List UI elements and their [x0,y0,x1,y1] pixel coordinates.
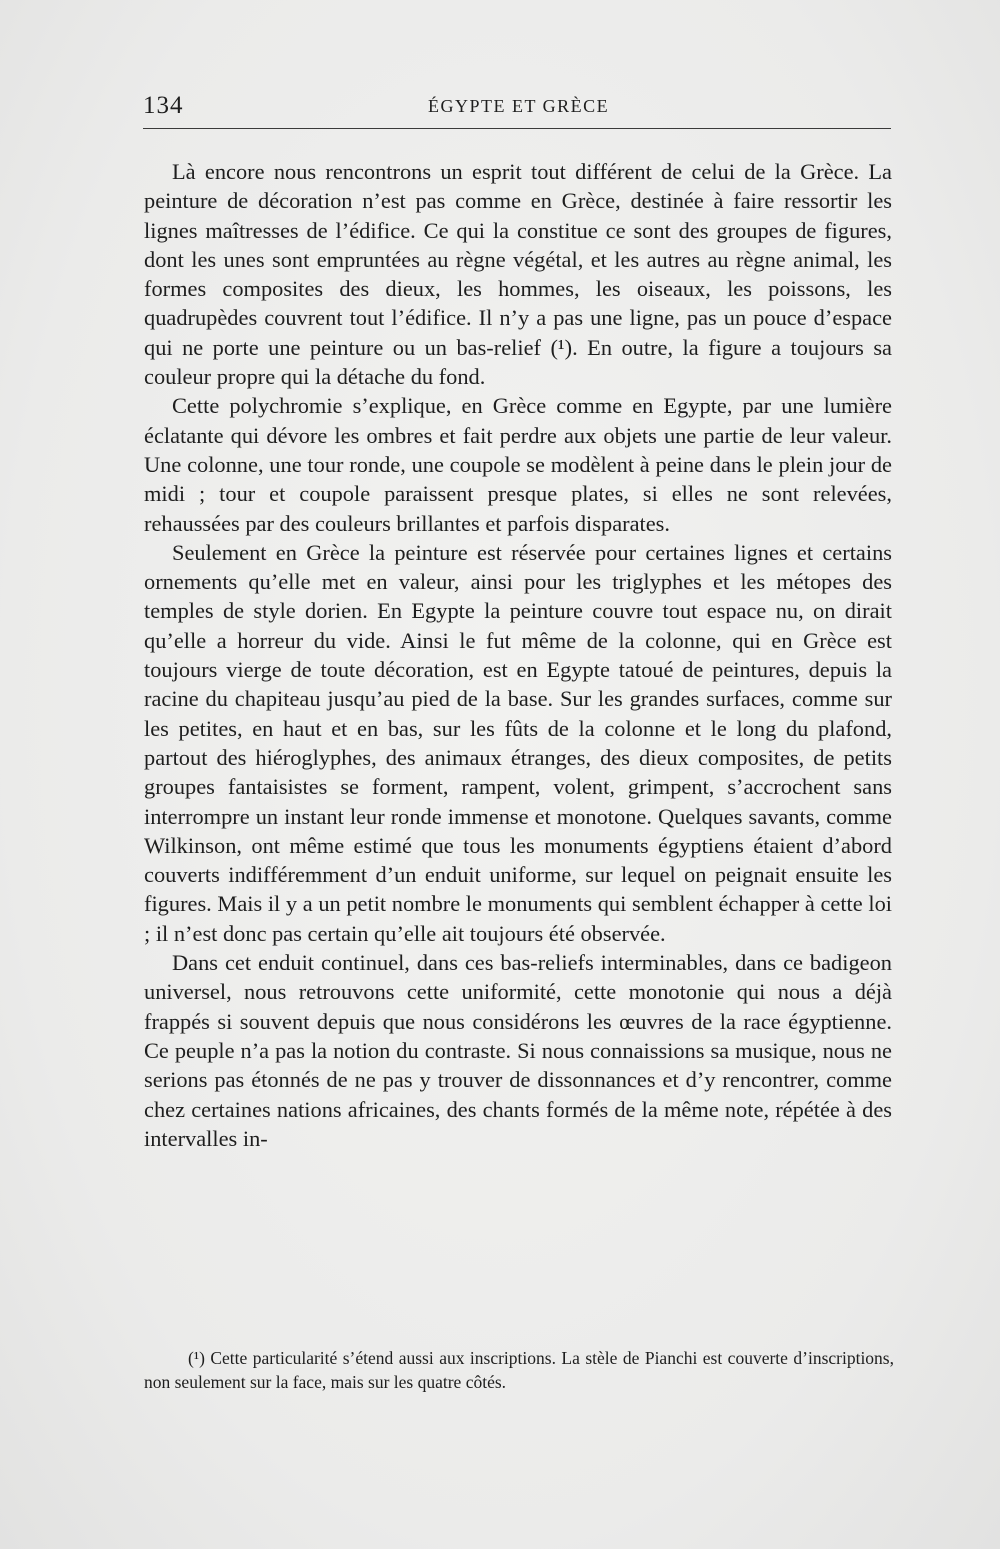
body-text [144,157,892,1153]
header-rule [143,128,891,129]
paragraph-3: Seulement en Grèce la peinture est réservée pour certaines lignes et certains ornements qu’elle met en valeur, ainsi pour les triglyphes et les métopes des temples de style dorien. En Egypte la peinture couvre tout espace nu, on dirait qu’elle a horreur du vide. Ainsi le fut même de la colonne, qui en Grèce est toujours vierge de toute décoration, est en Egypte tatoué de peintures, depuis la racine du chapiteau jusqu’au pied de la base. Sur les grandes surfaces, comme sur les petites, en haut et en bas, sur les fûts de la colonne et le long du plafond, partout des hiéroglyphes, des animaux étranges, des dieux composites, de petits groupes fantaisistes se forment, rampent, volent, grimpent, s’accrochent sans interrompre un instant leur ronde immense et monotone. Quelques savants, comme Wilkinson, ont même estimé que tous les monuments égyptiens étaient d’abord couverts indifféremment d’un enduit uniforme, sur lequel on peignait ensuite les figures. Mais il y a un petit nombre le monuments qui semblent échapper à cette loi ; il n’est donc pas certain qu’elle ait toujours été observée. [144,539,892,946]
footnote: (¹) Cette particularité s’étend aussi aux inscriptions. La stèle de Pianchi est couverte d’inscriptions, non seulement sur la face, mais sur les quatre côtés. [144,1348,894,1392]
page-header [143,92,893,126]
paragraph-2: Cette polychromie s’explique, en Grèce comme en Egypte, par une lumière éclatante qui dévore les ombres et fait perdre aux objets une partie de leur valeur. Une colonne, une tour ronde, une coupole se modèlent à peine dans le plein jour de midi ; tour et coupole paraissent presque plates, si elles ne sont relevées, rehaussées par des couleurs brillantes et parfois disparates. [144,393,892,536]
running-title: ÉGYPTE ET GRÈCE [428,96,610,116]
paragraph-1: Là encore nous rencontrons un esprit tout différent de celui de la Grèce. La peinture de décoration n’est pas comme en Grèce, destinée à faire ressortir les lignes maîtresses de l’édifice. Ce qui la constitue ce sont des groupes de figures, dont les unes sont empruntées au règne végétal, et les autres au règne animal, les formes composites des dieux, les hommes, les oiseaux, les poissons, les quadrupèdes couvrent tout l’édifice. Il n’y a pas une ligne, pas un pouce d’espace qui ne porte une peinture ou un bas-relief (¹). En outre, la figure a toujours sa couleur propre qui la détache du fond. [144,159,892,390]
page-number: 134 [143,92,184,119]
paragraph-4: Dans cet enduit continuel, dans ces bas-reliefs interminables, dans ce badigeon universel, nous retrouvons cette uniformité, cette monotonie qui nous a déjà frappés si souvent depuis que nous considérons les œuvres de la race égyptienne. Ce peuple n’a pas la notion du contraste. Si nous connaissions sa musique, nous ne serions pas étonnés de ne pas y trouver de dissonnances et d’y rencontrer, comme chez certaines nations africaines, des chants formés de la même note, répétée à des intervalles in- [144,950,892,1151]
